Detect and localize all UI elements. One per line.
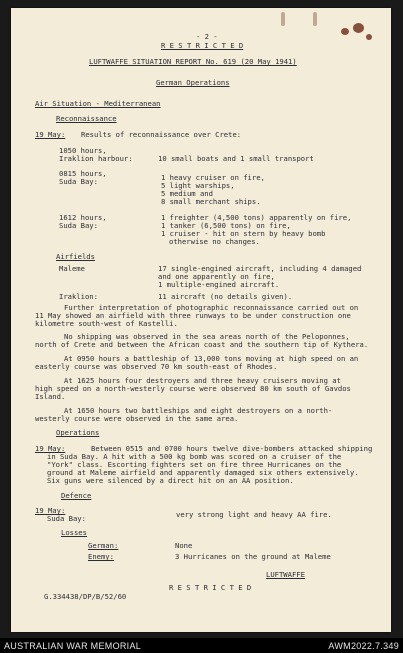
recce-detail: 1 freighter (4,500 tons) apparently on fire,: [161, 213, 352, 222]
operations-line: Between 0515 and 0700 hours twelve dive-bombers attacked shipping: [91, 444, 373, 453]
classification-bottom: R E S T R I C T E D: [169, 583, 252, 592]
recce-place: Iraklion harbour:: [59, 154, 133, 163]
operations-line: "York" class. Escorting fighters set on fire three Hurricanes on the: [47, 460, 342, 469]
airfields-heading: Airfields: [56, 252, 95, 261]
airfield-place: Maleme: [59, 264, 85, 273]
recce-detail: 1 tanker (6,500 tons) on fire,: [161, 221, 291, 230]
recce-detail: 5 light warships,: [161, 181, 235, 190]
losses-label: German:: [88, 541, 119, 550]
losses-value: 3 Hurricanes on the ground at Maleme: [175, 552, 331, 561]
operations-heading: Operations: [56, 428, 100, 437]
losses-heading: Losses: [61, 528, 87, 537]
recce-place: Suda Bay:: [59, 221, 98, 230]
footer-accession-id: AWM2022.7.349: [328, 641, 399, 651]
rust-stain: [281, 12, 285, 26]
rust-stain: [341, 28, 349, 35]
paragraph-line: north of Crete and between the African coast and the southern tip of Kythera.: [35, 340, 369, 349]
rust-stain: [366, 34, 372, 40]
paragraph-line: At 1650 hours two battleships and eight destroyers on a north-: [64, 406, 333, 415]
recce-place: 1050 hours,: [59, 146, 107, 155]
recce-place: 1612 hours,: [59, 213, 107, 222]
recce-detail: 1 cruiser - hit on stern by heavy bomb: [161, 229, 326, 238]
section-title: German Operations: [156, 78, 230, 87]
paragraph-line: 11 May showed an airfield with three runways to be under construction one: [35, 311, 351, 320]
rust-stain: [353, 23, 364, 33]
recce-detail: 1 heavy cruiser on fire,: [161, 173, 265, 182]
recce-place: 0815 hours,: [59, 169, 107, 178]
defence-place: Suda Bay:: [47, 514, 86, 523]
signature-block: LUFTWAFFE: [266, 570, 305, 579]
recce-detail: 10 small boats and 1 small transport: [158, 154, 314, 163]
air-situation-heading: Air Situation - Mediterranean: [35, 99, 161, 108]
airfield-detail: 1 multiple-engined aircraft.: [158, 280, 280, 289]
recce-date: 19 May:: [35, 130, 66, 139]
recce-detail: 8 small merchant ships.: [161, 197, 261, 206]
operations-line: ground at Maleme airfield and apparently damaged six others extensively.: [47, 468, 359, 477]
airfield-detail: and one apparently on fire,: [158, 272, 275, 281]
recce-place: Suda Bay:: [59, 177, 98, 186]
paragraph-line: westerly course were observed in the same area.: [35, 414, 239, 423]
losses-value: None: [175, 541, 193, 550]
defence-heading: Defence: [61, 491, 92, 500]
reference-number: G.334438/DP/B/52/60: [44, 592, 127, 601]
airfield-detail: 11 aircraft (no details given).: [158, 292, 293, 301]
paragraph-line: kilometre south-west of Kastelli.: [35, 319, 178, 328]
paragraph-line: high speed on a north-westerly course were observed 80 km south of Gavdos: [35, 384, 351, 393]
reconnaissance-heading: Reconnaissance: [56, 114, 117, 123]
report-title: LUFTWAFFE SITUATION REPORT No. 619 (20 May 1941): [89, 57, 297, 66]
losses-label: Enemy:: [88, 552, 114, 561]
paragraph-line: Island.: [35, 392, 66, 401]
recce-detail: otherwise no changes.: [169, 237, 260, 246]
paragraph-line: easterly course was observed 70 km south-east of Rhodes.: [35, 362, 278, 371]
airfield-place: Iraklion:: [59, 292, 98, 301]
document-page: [11, 8, 391, 632]
recce-detail: 5 medium and: [161, 189, 213, 198]
operations-line: in Suda Bay. A hit with a 500 kg bomb was scored on a cruiser of the: [47, 452, 342, 461]
operations-date: 19 May:: [35, 444, 66, 453]
recce-intro: Results of reconnaissance over Crete:: [81, 130, 242, 139]
airfield-detail: 17 single-engined aircraft, including 4 damaged: [158, 264, 362, 273]
defence-text: very strong light and heavy AA fire.: [176, 510, 332, 519]
footer-credit: AUSTRALIAN WAR MEMORIAL: [4, 641, 142, 651]
paragraph-line: No shipping was observed in the sea areas north of the Peloponnes,: [64, 332, 350, 341]
footer-bar: [0, 638, 403, 653]
defence-date: 19 May:: [35, 506, 66, 515]
paragraph-line: At 1625 hours four destroyers and three heavy cruisers moving at: [64, 376, 341, 385]
operations-line: Six guns were silenced by a direct hit on an AA position.: [47, 476, 294, 485]
paragraph-line: Further interpretation of photographic reconnaissance carried out on: [64, 303, 359, 312]
paragraph-line: At 0950 hours a battleship of 13,000 tons moving at high speed on an: [64, 354, 359, 363]
rust-stain: [313, 12, 317, 26]
page-number: - 2 -: [196, 32, 218, 41]
classification-top: R E S T R I C T E D: [161, 41, 244, 50]
